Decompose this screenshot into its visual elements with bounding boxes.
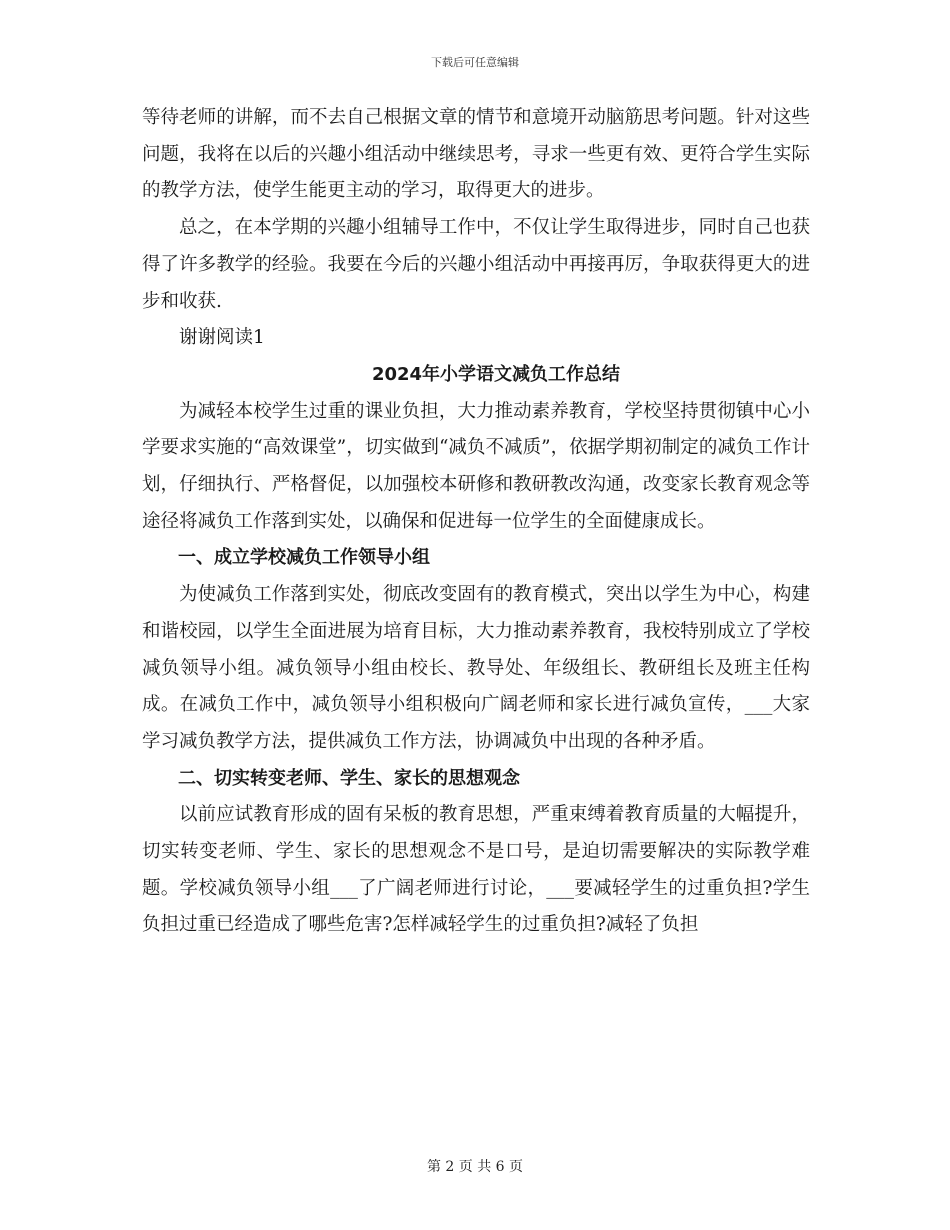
document-body	[142, 100, 810, 944]
paragraph-summary: 总之，在本学期的兴趣小组辅导工作中，不仅让学生取得进步，同时自己也获得了许多教学的经验。我要在今后的兴趣小组活动中再接再厉，争取获得更大的进步和收获.	[142, 217, 810, 312]
page-header: 下载后可任意编辑	[431, 56, 519, 69]
section-heading-1: 一、成立学校减负工作领导小组	[178, 547, 430, 569]
section-heading-2: 二、切实转变老师、学生、家长的思想观念	[178, 767, 520, 789]
paragraph-section-2: 以前应试教育形成的固有呆板的教育思想，严重束缚着教育质量的大幅提升，切实转变老师、学生、家长的思想观念不是口号，是迫切需要解决的实际教学难题。学校减负领导小组___了广阔老师进行讨论，___要减轻学生的过重负担?学生负担过重已经造成了哪些危害?怎样减轻学生的过重负担?减轻了负担	[142, 804, 810, 936]
paragraph-thanks: 谢谢阅读1	[179, 327, 265, 349]
document-title: 2024年小学语文减负工作总结	[371, 363, 621, 385]
paragraph-continuation: 等待老师的讲解，而不去自己根据文章的情节和意境开动脑筋思考问题。针对这些问题，我将在以后的兴趣小组活动中继续思考，寻求一些更有效、更符合学生实际的教学方法，使学生能更主动的学习，取得更大的进步。	[142, 107, 810, 202]
page-footer: 第 2 页 共 6 页	[426, 1159, 524, 1175]
paragraph-section-1: 为使减负工作落到实处，彻底改变固有的教育模式，突出以学生为中心，构建和谐校园，以学生全面进展为培育目标，大力推动素养教育，我校特别成立了学校减负领导小组。减负领导小组由校长、教导处、年级组长、教研组长及班主任构成。在减负工作中，减负领导小组积极向广阔老师和家长进行减负宣传，___大家学习减负教学方法，提供减负工作方法，协调减负中出现的各种矛盾。	[142, 584, 810, 752]
paragraph-intro: 为减轻本校学生过重的课业负担，大力推动素养教育，学校坚持贯彻镇中心小学要求实施的“高效课堂”，切实做到“减负不减质”，依据学期初制定的减负工作计划，仔细执行、严格督促，以加强校本研修和教研教改沟通，改变家长教育观念等途径将减负工作落到实处，以确保和促进每一位学生的全面健康成长。	[142, 400, 810, 532]
